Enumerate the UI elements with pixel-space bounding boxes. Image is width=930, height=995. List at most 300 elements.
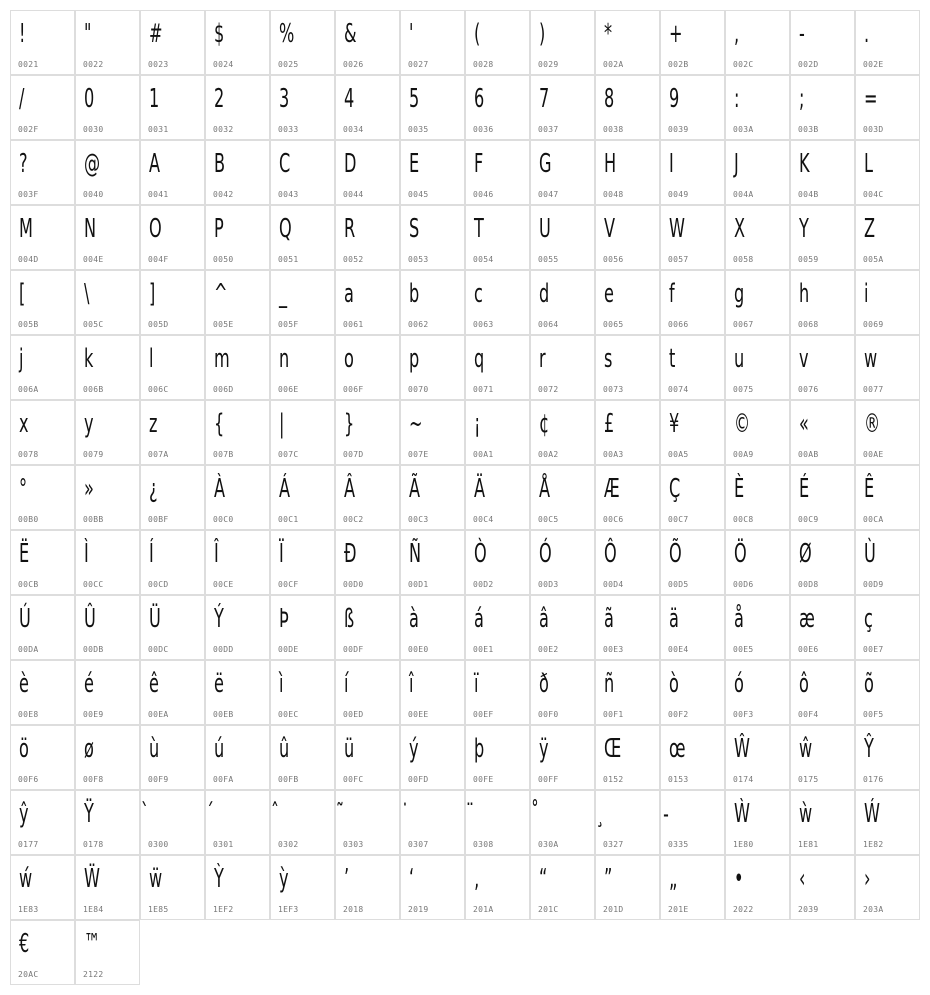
glyph-cell — [205, 400, 270, 465]
glyph-cell — [205, 660, 270, 725]
glyph-sample: - — [799, 19, 805, 49]
glyph-cell — [75, 400, 140, 465]
glyph-cell — [530, 530, 595, 595]
glyph-sample: Œ — [604, 734, 622, 764]
glyph-codepoint: 004F — [148, 255, 169, 264]
glyph-codepoint: 002F — [18, 125, 39, 134]
glyph-sample: à — [409, 604, 419, 634]
glyph-sample: , — [734, 19, 740, 49]
glyph-codepoint: 201E — [668, 905, 689, 914]
glyph-cell — [400, 400, 465, 465]
glyph-sample: : — [734, 84, 740, 114]
glyph-cell — [725, 660, 790, 725]
glyph-cell — [790, 530, 855, 595]
glyph-sample: E — [409, 149, 420, 179]
glyph-cell — [660, 10, 725, 75]
glyph-codepoint: 00C5 — [538, 515, 559, 524]
glyph-sample: 2 — [214, 84, 225, 114]
glyph-sample: + — [669, 19, 683, 49]
glyph-sample: ¥ — [669, 409, 680, 439]
glyph-codepoint: 2122 — [83, 970, 104, 979]
glyph-cell — [790, 660, 855, 725]
glyph-codepoint: 00D9 — [863, 580, 884, 589]
glyph-codepoint: 00CC — [83, 580, 104, 589]
glyph-cell — [140, 400, 205, 465]
glyph-sample: @ — [84, 149, 101, 179]
glyph-cell — [400, 790, 465, 855]
glyph-sample: ÿ — [539, 734, 549, 764]
glyph-cell — [790, 335, 855, 400]
glyph-cell — [335, 660, 400, 725]
glyph-cell — [595, 660, 660, 725]
glyph-sample: Õ — [669, 539, 682, 569]
glyph-codepoint: 1E82 — [863, 840, 884, 849]
glyph-sample: © — [734, 409, 751, 439]
glyph-codepoint: 00F3 — [733, 710, 754, 719]
glyph-sample: 7 — [539, 84, 550, 114]
glyph-cell — [75, 75, 140, 140]
glyph-sample: ‹ — [799, 864, 806, 894]
glyph-codepoint: 0049 — [668, 190, 689, 199]
glyph-codepoint: 0037 — [538, 125, 559, 134]
glyph-codepoint: 0035 — [408, 125, 429, 134]
glyph-codepoint: 00ED — [343, 710, 364, 719]
glyph-codepoint: 0044 — [343, 190, 364, 199]
glyph-cell — [10, 530, 75, 595]
glyph-codepoint: 0051 — [278, 255, 299, 264]
glyph-codepoint: 0069 — [863, 320, 884, 329]
glyph-codepoint: 0079 — [83, 450, 104, 459]
glyph-sample: ‘ — [409, 864, 415, 894]
glyph-cell — [205, 140, 270, 205]
glyph-codepoint: 003B — [798, 125, 819, 134]
glyph-cell — [270, 400, 335, 465]
glyph-codepoint: 0054 — [473, 255, 494, 264]
glyph-codepoint: 002B — [668, 60, 689, 69]
glyph-cell — [595, 335, 660, 400]
glyph-sample: z — [149, 409, 158, 439]
glyph-cell — [530, 855, 595, 920]
glyph-cell — [400, 75, 465, 140]
glyph-cell — [855, 205, 920, 270]
glyph-cell — [335, 270, 400, 335]
glyph-sample: % — [279, 19, 295, 49]
glyph-sample: ẃ — [19, 864, 33, 894]
glyph-codepoint: 0301 — [213, 840, 234, 849]
glyph-codepoint: 004C — [863, 190, 884, 199]
glyph-cell — [400, 10, 465, 75]
glyph-sample: [ — [19, 279, 26, 309]
glyph-sample: › — [864, 864, 871, 894]
glyph-sample: õ — [864, 669, 874, 699]
glyph-cell — [465, 75, 530, 140]
glyph-cell — [725, 790, 790, 855]
glyph-codepoint: 0300 — [148, 840, 169, 849]
glyph-cell — [595, 530, 660, 595]
glyph-codepoint: 1EF2 — [213, 905, 234, 914]
glyph-cell — [10, 660, 75, 725]
glyph-sample: J — [734, 149, 739, 179]
glyph-codepoint: 004B — [798, 190, 819, 199]
glyph-codepoint: 0074 — [668, 385, 689, 394]
glyph-cell — [75, 595, 140, 660]
glyph-codepoint: 002E — [863, 60, 884, 69]
glyph-sample: \ — [84, 279, 90, 309]
glyph-sample: ’ — [344, 864, 350, 894]
glyph-cell — [75, 335, 140, 400]
glyph-codepoint: 00C6 — [603, 515, 624, 524]
glyph-sample: Ö — [734, 539, 747, 569]
glyph-sample: 5 — [409, 84, 420, 114]
glyph-cell — [75, 270, 140, 335]
glyph-codepoint: 0307 — [408, 840, 429, 849]
glyph-cell — [270, 790, 335, 855]
glyph-cell — [660, 140, 725, 205]
glyph-codepoint: 00E3 — [603, 645, 624, 654]
glyph-codepoint: 0050 — [213, 255, 234, 264]
glyph-sample: Å — [539, 474, 551, 504]
glyph-cell — [140, 595, 205, 660]
glyph-cell — [855, 335, 920, 400]
glyph-codepoint: 00CB — [18, 580, 39, 589]
glyph-codepoint: 00CA — [863, 515, 884, 524]
glyph-cell — [855, 595, 920, 660]
glyph-codepoint: 0303 — [343, 840, 364, 849]
glyph-codepoint: 0075 — [733, 385, 754, 394]
glyph-sample: ã — [604, 604, 614, 634]
glyph-sample: e — [604, 279, 614, 309]
glyph-cell — [725, 140, 790, 205]
glyph-codepoint: 00EB — [213, 710, 234, 719]
glyph-sample: ñ — [604, 669, 615, 699]
glyph-cell — [140, 530, 205, 595]
glyph-codepoint: 030A — [538, 840, 559, 849]
glyph-sample: V — [604, 214, 616, 244]
glyph-codepoint: 00C0 — [213, 515, 234, 524]
glyph-cell — [205, 10, 270, 75]
glyph-cell — [725, 725, 790, 790]
glyph-sample: S — [409, 214, 420, 244]
glyph-sample: Ü — [149, 604, 161, 634]
glyph-cell — [335, 10, 400, 75]
glyph-sample: • — [734, 864, 744, 894]
glyph-sample: 8 — [604, 84, 615, 114]
glyph-cell — [335, 335, 400, 400]
glyph-sample: ¿ — [149, 474, 158, 504]
glyph-sample: T — [474, 214, 484, 244]
glyph-cell — [10, 920, 75, 985]
glyph-sample: Ç — [669, 474, 681, 504]
glyph-codepoint: 0174 — [733, 775, 754, 784]
glyph-sample: Z — [864, 214, 876, 244]
glyph-codepoint: 005E — [213, 320, 234, 329]
glyph-codepoint: 00F4 — [798, 710, 819, 719]
glyph-codepoint: 0024 — [213, 60, 234, 69]
glyph-codepoint: 00D2 — [473, 580, 494, 589]
glyph-codepoint: 0048 — [603, 190, 624, 199]
glyph-sample: " — [84, 19, 92, 49]
glyph-sample: x — [19, 409, 29, 439]
glyph-codepoint: 00E9 — [83, 710, 104, 719]
glyph-cell — [855, 725, 920, 790]
glyph-sample: ŷ — [19, 799, 29, 829]
glyph-cell — [75, 660, 140, 725]
glyph-codepoint: 00E2 — [538, 645, 559, 654]
glyph-codepoint: 004A — [733, 190, 754, 199]
glyph-codepoint: 00F1 — [603, 710, 624, 719]
glyph-codepoint: 0033 — [278, 125, 299, 134]
glyph-cell — [270, 465, 335, 530]
glyph-cell — [660, 75, 725, 140]
glyph-codepoint: 1E83 — [18, 905, 39, 914]
glyph-cell — [790, 595, 855, 660]
glyph-cell — [205, 205, 270, 270]
glyph-sample: “ — [539, 864, 548, 894]
glyph-cell — [530, 75, 595, 140]
glyph-codepoint: 00FF — [538, 775, 559, 784]
glyph-sample: d — [539, 279, 550, 309]
glyph-cell — [530, 725, 595, 790]
glyph-cell — [400, 725, 465, 790]
glyph-cell — [465, 530, 530, 595]
glyph-cell — [140, 205, 205, 270]
glyph-codepoint: 0029 — [538, 60, 559, 69]
glyph-codepoint: 0023 — [148, 60, 169, 69]
glyph-cell — [140, 10, 205, 75]
glyph-sample: é — [84, 669, 94, 699]
glyph-sample: P — [214, 214, 224, 244]
glyph-codepoint: 00D1 — [408, 580, 429, 589]
glyph-codepoint: 0038 — [603, 125, 624, 134]
glyph-sample: F — [474, 149, 484, 179]
glyph-codepoint: 00FA — [213, 775, 234, 784]
glyph-cell — [855, 660, 920, 725]
glyph-codepoint: 005D — [148, 320, 169, 329]
glyph-cell — [270, 75, 335, 140]
glyph-cell — [335, 790, 400, 855]
glyph-codepoint: 0022 — [83, 60, 104, 69]
glyph-codepoint: 005F — [278, 320, 299, 329]
glyph-cell — [465, 400, 530, 465]
glyph-sample: À — [214, 474, 226, 504]
glyph-codepoint: 2039 — [798, 905, 819, 914]
glyph-codepoint: 00DF — [343, 645, 364, 654]
glyph-cell — [400, 205, 465, 270]
glyph-codepoint: 00C1 — [278, 515, 299, 524]
glyph-cell — [205, 855, 270, 920]
glyph-sample: u — [734, 344, 745, 374]
glyph-codepoint: 00E8 — [18, 710, 39, 719]
glyph-cell — [855, 140, 920, 205]
glyph-cell — [725, 75, 790, 140]
glyph-cell — [530, 790, 595, 855]
glyph-cell — [595, 790, 660, 855]
glyph-sample: Ê — [864, 474, 875, 504]
glyph-codepoint: 0059 — [798, 255, 819, 264]
glyph-cell — [725, 595, 790, 660]
glyph-codepoint: 00A9 — [733, 450, 754, 459]
glyph-sample: i — [864, 279, 869, 309]
glyph-sample: Ð — [344, 539, 357, 569]
glyph-cell — [725, 400, 790, 465]
glyph-sample: Û — [84, 604, 96, 634]
glyph-cell — [530, 270, 595, 335]
glyph-cell — [465, 660, 530, 725]
glyph-codepoint: 0031 — [148, 125, 169, 134]
glyph-sample: ° — [19, 474, 28, 504]
glyph-codepoint: 0047 — [538, 190, 559, 199]
glyph-sample: € — [19, 929, 30, 959]
glyph-cell — [10, 10, 75, 75]
glyph-codepoint: 201A — [473, 905, 494, 914]
glyph-cell — [400, 270, 465, 335]
glyph-grid — [10, 10, 920, 985]
glyph-codepoint: 1E81 — [798, 840, 819, 849]
glyph-sample: Ú — [19, 604, 31, 634]
glyph-sample: ý — [409, 734, 419, 764]
glyph-cell — [205, 790, 270, 855]
glyph-codepoint: 00C8 — [733, 515, 754, 524]
glyph-codepoint: 00EA — [148, 710, 169, 719]
glyph-sample: Ŵ — [734, 734, 750, 764]
glyph-cell — [725, 530, 790, 595]
glyph-codepoint: 0072 — [538, 385, 559, 394]
glyph-codepoint: 00EC — [278, 710, 299, 719]
glyph-cell — [855, 75, 920, 140]
glyph-codepoint: 00CD — [148, 580, 169, 589]
glyph-codepoint: 0040 — [83, 190, 104, 199]
glyph-sample: þ — [474, 734, 485, 764]
glyph-codepoint: 00D5 — [668, 580, 689, 589]
glyph-cell — [140, 465, 205, 530]
glyph-codepoint: 00E5 — [733, 645, 754, 654]
glyph-cell — [140, 725, 205, 790]
glyph-sample: 9 — [669, 84, 680, 114]
glyph-cell — [725, 205, 790, 270]
glyph-codepoint: 0032 — [213, 125, 234, 134]
glyph-sample: Q — [279, 214, 292, 244]
glyph-sample: å — [734, 604, 744, 634]
glyph-cell — [465, 335, 530, 400]
glyph-cell — [790, 855, 855, 920]
glyph-codepoint: 00FD — [408, 775, 429, 784]
glyph-cell — [335, 530, 400, 595]
glyph-codepoint: 006D — [213, 385, 234, 394]
glyph-cell — [205, 595, 270, 660]
glyph-sample: 6 — [474, 84, 485, 114]
glyph-codepoint: 005B — [18, 320, 39, 329]
glyph-sample: r — [539, 344, 546, 374]
glyph-codepoint: 00E6 — [798, 645, 819, 654]
glyph-codepoint: 00E4 — [668, 645, 689, 654]
glyph-sample: Ẃ — [864, 799, 880, 829]
glyph-cell — [205, 335, 270, 400]
glyph-cell — [530, 10, 595, 75]
glyph-cell — [855, 530, 920, 595]
glyph-sample: / — [19, 84, 25, 114]
glyph-codepoint: 00D6 — [733, 580, 754, 589]
glyph-cell — [725, 855, 790, 920]
glyph-cell — [270, 530, 335, 595]
glyph-sample: Ÿ — [84, 799, 94, 829]
glyph-sample: ï — [474, 669, 479, 699]
glyph-codepoint: 00C2 — [343, 515, 364, 524]
glyph-codepoint: 00E0 — [408, 645, 429, 654]
glyph-cell — [660, 335, 725, 400]
glyph-sample: G — [539, 149, 552, 179]
glyph-cell — [725, 465, 790, 530]
glyph-cell — [270, 660, 335, 725]
glyph-sample: C — [279, 149, 291, 179]
glyph-cell — [530, 595, 595, 660]
glyph-sample: ẅ — [149, 864, 163, 894]
glyph-sample: ^ — [214, 279, 228, 309]
glyph-sample: ö — [19, 734, 29, 764]
glyph-cell — [75, 140, 140, 205]
glyph-cell — [335, 400, 400, 465]
glyph-sample: | — [279, 409, 285, 439]
glyph-cell — [790, 270, 855, 335]
glyph-sample: ð — [539, 669, 549, 699]
glyph-codepoint: 0152 — [603, 775, 624, 784]
glyph-cell — [790, 10, 855, 75]
glyph-cell — [10, 465, 75, 530]
glyph-codepoint: 0153 — [668, 775, 689, 784]
glyph-sample: œ — [669, 734, 686, 764]
glyph-cell — [400, 465, 465, 530]
glyph-cell — [595, 465, 660, 530]
glyph-cell — [335, 75, 400, 140]
glyph-cell — [465, 790, 530, 855]
glyph-sample: è — [19, 669, 29, 699]
glyph-codepoint: 0034 — [343, 125, 364, 134]
glyph-sample: ” — [604, 864, 613, 894]
glyph-codepoint: 0077 — [863, 385, 884, 394]
glyph-cell — [335, 205, 400, 270]
glyph-cell — [725, 270, 790, 335]
glyph-cell — [465, 855, 530, 920]
glyph-cell — [75, 530, 140, 595]
glyph-codepoint: 00FC — [343, 775, 364, 784]
glyph-sample: D — [344, 149, 357, 179]
glyph-sample: U — [539, 214, 551, 244]
glyph-codepoint: 201D — [603, 905, 624, 914]
glyph-sample: ¢ — [539, 409, 550, 439]
glyph-codepoint: 0046 — [473, 190, 494, 199]
glyph-cell — [335, 140, 400, 205]
glyph-codepoint: 007E — [408, 450, 429, 459]
glyph-sample: ù — [149, 734, 160, 764]
glyph-sample: = — [864, 84, 878, 114]
glyph-codepoint: 003A — [733, 125, 754, 134]
glyph-sample: í — [344, 669, 349, 699]
glyph-cell — [270, 140, 335, 205]
glyph-cell — [75, 855, 140, 920]
glyph-sample: Â — [344, 474, 356, 504]
glyph-codepoint: 00E7 — [863, 645, 884, 654]
glyph-sample: ! — [19, 19, 26, 49]
glyph-codepoint: 00C4 — [473, 515, 494, 524]
glyph-cell — [400, 140, 465, 205]
glyph-cell — [140, 270, 205, 335]
glyph-codepoint: 002D — [798, 60, 819, 69]
glyph-cell — [10, 725, 75, 790]
glyph-cell — [660, 855, 725, 920]
glyph-cell — [400, 855, 465, 920]
glyph-sample: ò — [669, 669, 679, 699]
glyph-sample: ™ — [84, 929, 101, 959]
glyph-cell — [660, 465, 725, 530]
